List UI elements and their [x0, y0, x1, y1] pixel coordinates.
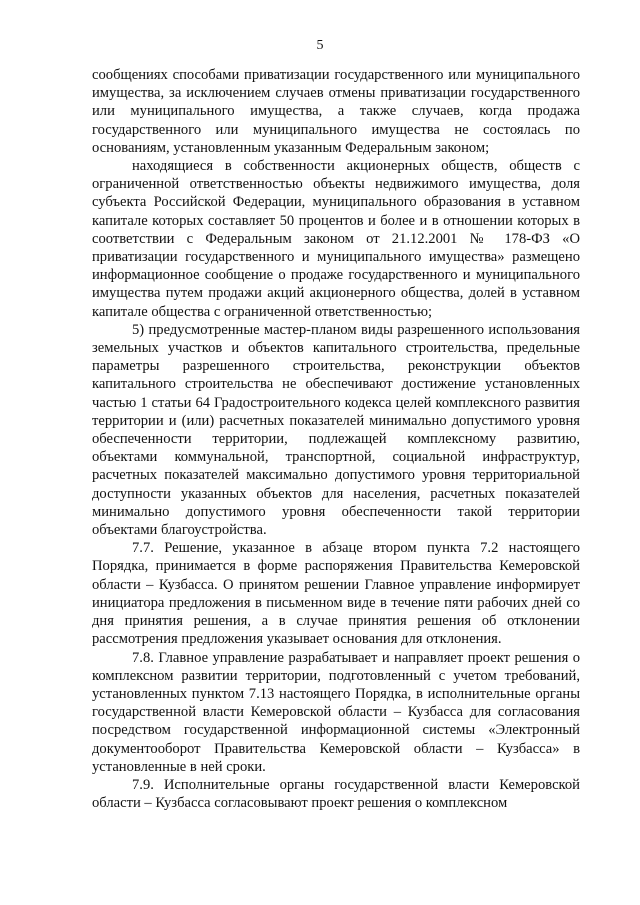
paragraph-continuation: сообщениях способами приватизации государственного или муниципального имущества, за исключением случаев отмены приватизации государственного или муниципального имущества, а также случаев, когда продажа государственного или муниципального имущества не состоялась по основаниям, установленным указанным Федеральным законом; [92, 67, 580, 156]
paragraph-7-9: 7.9. Исполнительные органы государственной власти Кемеровской области – Кузбасса согласовывают проект решения о комплексном [92, 776, 580, 812]
page-number: 5 [316, 38, 324, 53]
paragraph-7-7: 7.7. Решение, указанное в абзаце втором пункта 7.2 настоящего Порядка, принимается в форме распоряжения Правительства Кемеровской области – Кузбасса. О принятом решении Главное управление информирует инициатора предложения в письменном виде в течение пяти рабочих дней со дня принятия решения, а в случае принятия решения об отклонении рассмотрения предложения указывает основания для отклонения. [92, 540, 580, 648]
paragraph-item-5: 5) предусмотренные мастер-планом виды разрешенного использования земельных участков и объектов капитального строительства, предельные параметры разрешенного строительства, реконструкции объектов капитального строительства не обеспечивают достижение установленных частью 1 статьи 64 Градостроительного кодекса целей комплексного развития территории и (или) расчетных показателей минимально допустимого уровня обеспеченности территории, подлежащей комплексному развитию, объектами коммунальной, транспортной, социальной инфраструктур, расчетных показателей максимально допустимого уровня территориальной доступности указанных объектов для населения, расчетных показателей минимально допустимого уровня обеспеченности такой территории объектами благоустройства. [92, 321, 580, 539]
document-body [92, 66, 580, 812]
paragraph-joint-stock-companies: находящиеся в собственности акционерных обществ, обществ с ограниченной ответственностью объекты недвижимого имущества, доля субъекта Российской Федерации, муниципального образования в уставном капитале которых составляет 50 процентов и более и в отношении которых в соответствии с Федеральным законом от 21.12.2001 № 178-ФЗ «О приватизации государственного и муниципального имущества» размещено информационное сообщение о продаже государственного и муниципального имущества путем продажи акций акционерного общества, долей в уставном капитале общества с ограниченной ответственностью; [92, 158, 580, 320]
paragraph-7-8: 7.8. Главное управление разрабатывает и направляет проект решения о комплексном развитии территории, подготовленный с учетом требований, установленных пунктом 7.13 настоящего Порядка, в исполнительные органы государственной власти Кемеровской области – Кузбасса для согласования посредством государственной информационной системы «Электронный документооборот Правительства Кемеровской области – Кузбасса» в установленные в ней сроки. [92, 649, 580, 775]
